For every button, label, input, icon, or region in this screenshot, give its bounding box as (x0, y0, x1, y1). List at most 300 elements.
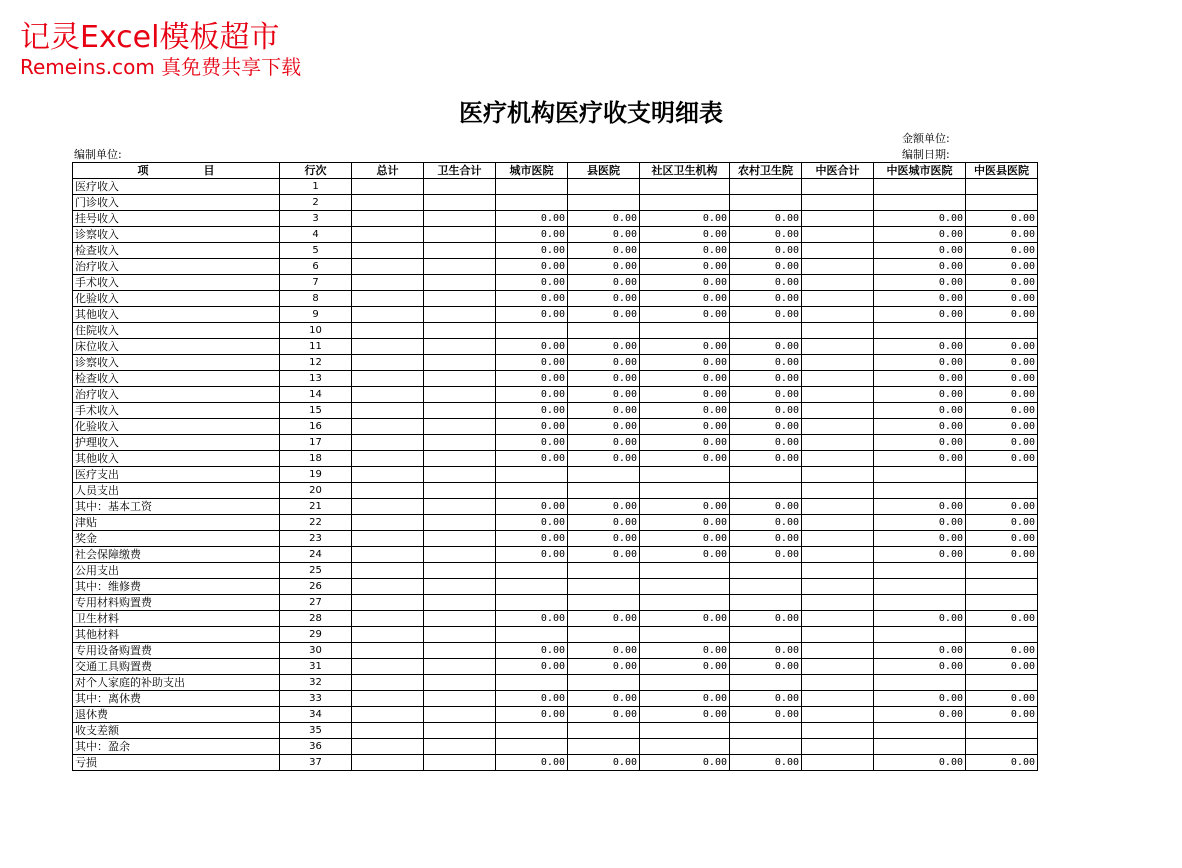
row-item-label: 治疗收入 (73, 387, 280, 403)
row-number: 17 (280, 435, 352, 451)
row-number: 29 (280, 627, 352, 643)
amount-cell (352, 531, 424, 547)
amount-cell (352, 451, 424, 467)
amount-cell (424, 179, 496, 195)
table-row (73, 627, 1038, 643)
compile-unit-label: 编制单位: (74, 148, 122, 161)
amount-cell (424, 643, 496, 659)
amount-cell: 0.00 (568, 387, 640, 403)
amount-cell: 0.00 (874, 499, 966, 515)
column-header: 项 目 (73, 163, 280, 179)
row-item-label: 其他收入 (73, 451, 280, 467)
amount-cell: 0.00 (640, 451, 730, 467)
amount-cell: 0.00 (730, 691, 802, 707)
row-number: 15 (280, 403, 352, 419)
amount-cell (802, 371, 874, 387)
column-header: 中医城市医院 (874, 163, 966, 179)
amount-cell: 0.00 (568, 451, 640, 467)
amount-cell: 0.00 (730, 355, 802, 371)
row-number: 9 (280, 307, 352, 323)
amount-cell (802, 595, 874, 611)
amount-cell (640, 723, 730, 739)
amount-cell: 0.00 (730, 227, 802, 243)
amount-cell: 0.00 (496, 355, 568, 371)
amount-cell: 0.00 (568, 275, 640, 291)
amount-cell (874, 723, 966, 739)
amount-cell (424, 419, 496, 435)
amount-cell (730, 179, 802, 195)
amount-cell (730, 323, 802, 339)
amount-cell (802, 467, 874, 483)
amount-cell (802, 723, 874, 739)
amount-cell (352, 387, 424, 403)
amount-cell (802, 307, 874, 323)
amount-cell (496, 627, 568, 643)
amount-cell (424, 371, 496, 387)
table-row (73, 755, 1038, 771)
amount-cell: 0.00 (640, 755, 730, 771)
amount-cell: 0.00 (730, 403, 802, 419)
amount-cell: 0.00 (874, 451, 966, 467)
amount-cell (424, 707, 496, 723)
amount-cell (352, 195, 424, 211)
amount-cell: 0.00 (874, 659, 966, 675)
amount-cell (730, 483, 802, 499)
row-item-label: 人员支出 (73, 483, 280, 499)
amount-cell: 0.00 (874, 259, 966, 275)
table-row (73, 515, 1038, 531)
amount-cell (966, 179, 1038, 195)
amount-cell (640, 579, 730, 595)
amount-cell: 0.00 (568, 531, 640, 547)
amount-cell: 0.00 (966, 451, 1038, 467)
amount-cell: 0.00 (568, 643, 640, 659)
amount-cell (496, 179, 568, 195)
table-row (73, 371, 1038, 387)
amount-cell: 0.00 (730, 643, 802, 659)
amount-cell: 0.00 (874, 755, 966, 771)
amount-cell: 0.00 (730, 211, 802, 227)
amount-cell (496, 723, 568, 739)
amount-cell: 0.00 (496, 227, 568, 243)
row-number: 20 (280, 483, 352, 499)
table-row (73, 659, 1038, 675)
amount-cell (424, 275, 496, 291)
amount-cell: 0.00 (874, 707, 966, 723)
amount-unit-label: 金额单位: (902, 132, 950, 145)
table-row (73, 355, 1038, 371)
column-header: 卫生合计 (424, 163, 496, 179)
amount-cell: 0.00 (568, 227, 640, 243)
table-row (73, 643, 1038, 659)
row-item-label: 诊察收入 (73, 227, 280, 243)
row-number: 24 (280, 547, 352, 563)
table-row (73, 435, 1038, 451)
amount-cell: 0.00 (568, 339, 640, 355)
amount-cell (424, 195, 496, 211)
amount-cell (352, 227, 424, 243)
amount-cell: 0.00 (966, 547, 1038, 563)
amount-cell (874, 675, 966, 691)
amount-cell: 0.00 (640, 339, 730, 355)
table-row (73, 227, 1038, 243)
amount-cell (802, 195, 874, 211)
amount-cell (424, 723, 496, 739)
amount-cell: 0.00 (496, 499, 568, 515)
table-row (73, 259, 1038, 275)
amount-cell (730, 467, 802, 483)
amount-cell (424, 547, 496, 563)
amount-cell: 0.00 (874, 531, 966, 547)
amount-cell: 0.00 (640, 371, 730, 387)
amount-cell (802, 259, 874, 275)
amount-cell (640, 467, 730, 483)
amount-cell: 0.00 (966, 371, 1038, 387)
amount-cell (424, 531, 496, 547)
row-item-label: 住院收入 (73, 323, 280, 339)
column-header: 总计 (352, 163, 424, 179)
amount-cell (802, 435, 874, 451)
amount-cell (352, 499, 424, 515)
amount-cell: 0.00 (966, 531, 1038, 547)
amount-cell (352, 659, 424, 675)
row-item-label: 交通工具购置费 (73, 659, 280, 675)
amount-cell: 0.00 (874, 243, 966, 259)
amount-cell: 0.00 (496, 259, 568, 275)
amount-cell: 0.00 (966, 707, 1038, 723)
amount-cell: 0.00 (568, 755, 640, 771)
row-number: 34 (280, 707, 352, 723)
amount-cell: 0.00 (730, 339, 802, 355)
row-number: 19 (280, 467, 352, 483)
amount-cell (424, 211, 496, 227)
amount-cell (352, 595, 424, 611)
amount-cell: 0.00 (966, 259, 1038, 275)
amount-cell: 0.00 (966, 307, 1038, 323)
row-number: 25 (280, 563, 352, 579)
document-title: 医疗机构医疗收支明细表 (459, 98, 723, 127)
amount-cell: 0.00 (496, 691, 568, 707)
amount-cell: 0.00 (966, 339, 1038, 355)
amount-cell: 0.00 (640, 259, 730, 275)
table-row (73, 419, 1038, 435)
amount-cell (730, 579, 802, 595)
amount-cell (802, 451, 874, 467)
amount-cell (424, 323, 496, 339)
table-row (73, 179, 1038, 195)
amount-cell: 0.00 (966, 243, 1038, 259)
amount-cell (352, 371, 424, 387)
row-number: 3 (280, 211, 352, 227)
row-item-label: 护理收入 (73, 435, 280, 451)
table-row (73, 547, 1038, 563)
amount-cell (424, 627, 496, 643)
table-row (73, 675, 1038, 691)
amount-cell: 0.00 (966, 499, 1038, 515)
amount-cell (496, 467, 568, 483)
amount-cell: 0.00 (640, 611, 730, 627)
amount-cell (424, 243, 496, 259)
amount-cell: 0.00 (568, 403, 640, 419)
row-item-label: 其他收入 (73, 307, 280, 323)
amount-cell: 0.00 (730, 707, 802, 723)
amount-cell (568, 595, 640, 611)
row-number: 32 (280, 675, 352, 691)
amount-cell: 0.00 (730, 259, 802, 275)
amount-cell (352, 707, 424, 723)
amount-cell (802, 483, 874, 499)
amount-cell (802, 691, 874, 707)
amount-cell (802, 291, 874, 307)
table-row (73, 499, 1038, 515)
amount-cell (640, 195, 730, 211)
table-row (73, 291, 1038, 307)
row-item-label: 医疗收入 (73, 179, 280, 195)
amount-cell: 0.00 (568, 291, 640, 307)
amount-cell: 0.00 (640, 643, 730, 659)
row-item-label: 挂号收入 (73, 211, 280, 227)
amount-cell (802, 547, 874, 563)
table-row (73, 483, 1038, 499)
amount-cell (802, 499, 874, 515)
amount-cell: 0.00 (966, 691, 1038, 707)
table-row (73, 595, 1038, 611)
amount-cell (424, 595, 496, 611)
amount-cell (424, 691, 496, 707)
amount-cell: 0.00 (966, 643, 1038, 659)
amount-cell: 0.00 (568, 691, 640, 707)
row-number: 10 (280, 323, 352, 339)
amount-cell (730, 195, 802, 211)
row-number: 26 (280, 579, 352, 595)
amount-cell (802, 659, 874, 675)
amount-cell: 0.00 (640, 515, 730, 531)
amount-cell: 0.00 (966, 291, 1038, 307)
amount-cell: 0.00 (730, 307, 802, 323)
amount-cell (874, 739, 966, 755)
amount-cell: 0.00 (496, 275, 568, 291)
amount-cell: 0.00 (730, 547, 802, 563)
row-item-label: 卫生材料 (73, 611, 280, 627)
amount-cell (424, 579, 496, 595)
amount-cell (874, 563, 966, 579)
amount-cell (874, 179, 966, 195)
row-number: 33 (280, 691, 352, 707)
amount-cell (496, 323, 568, 339)
amount-cell (496, 483, 568, 499)
amount-cell: 0.00 (730, 243, 802, 259)
amount-cell: 0.00 (730, 499, 802, 515)
amount-cell: 0.00 (568, 355, 640, 371)
amount-cell (802, 739, 874, 755)
row-number: 16 (280, 419, 352, 435)
column-header: 中医县医院 (966, 163, 1038, 179)
amount-cell (568, 483, 640, 499)
amount-cell (352, 579, 424, 595)
amount-cell (424, 355, 496, 371)
amount-cell: 0.00 (496, 419, 568, 435)
amount-cell (802, 611, 874, 627)
amount-cell: 0.00 (568, 547, 640, 563)
amount-cell (424, 403, 496, 419)
amount-cell: 0.00 (874, 403, 966, 419)
amount-cell: 0.00 (966, 611, 1038, 627)
amount-cell: 0.00 (966, 403, 1038, 419)
row-item-label: 检查收入 (73, 371, 280, 387)
amount-cell (352, 339, 424, 355)
amount-cell: 0.00 (568, 243, 640, 259)
amount-cell: 0.00 (496, 707, 568, 723)
amount-cell: 0.00 (640, 291, 730, 307)
amount-cell: 0.00 (496, 659, 568, 675)
amount-cell (424, 291, 496, 307)
row-number: 2 (280, 195, 352, 211)
amount-cell (352, 307, 424, 323)
amount-cell (874, 627, 966, 643)
row-number: 1 (280, 179, 352, 195)
amount-cell (424, 435, 496, 451)
row-number: 36 (280, 739, 352, 755)
amount-cell (424, 467, 496, 483)
row-item-label: 公用支出 (73, 563, 280, 579)
amount-cell (352, 755, 424, 771)
amount-cell: 0.00 (640, 355, 730, 371)
amount-cell (966, 723, 1038, 739)
amount-cell (874, 195, 966, 211)
column-header: 中医合计 (802, 163, 874, 179)
amount-cell (640, 739, 730, 755)
amount-cell (640, 675, 730, 691)
amount-cell (730, 563, 802, 579)
amount-cell (352, 243, 424, 259)
amount-cell (352, 675, 424, 691)
amount-cell: 0.00 (874, 611, 966, 627)
amount-cell: 0.00 (496, 515, 568, 531)
column-header: 农村卫生院 (730, 163, 802, 179)
amount-cell (424, 675, 496, 691)
amount-cell: 0.00 (874, 355, 966, 371)
amount-cell: 0.00 (568, 211, 640, 227)
amount-cell (352, 483, 424, 499)
column-header: 社区卫生机构 (640, 163, 730, 179)
amount-cell: 0.00 (966, 515, 1038, 531)
amount-cell (424, 227, 496, 243)
amount-cell (496, 595, 568, 611)
amount-cell (568, 323, 640, 339)
amount-cell (730, 723, 802, 739)
row-item-label: 亏损 (73, 755, 280, 771)
amount-cell: 0.00 (640, 691, 730, 707)
amount-cell: 0.00 (730, 659, 802, 675)
amount-cell: 0.00 (496, 547, 568, 563)
amount-cell (424, 259, 496, 275)
row-number: 21 (280, 499, 352, 515)
amount-cell (424, 739, 496, 755)
row-number: 35 (280, 723, 352, 739)
amount-cell: 0.00 (640, 547, 730, 563)
amount-cell (424, 307, 496, 323)
amount-cell: 0.00 (568, 611, 640, 627)
amount-cell (802, 515, 874, 531)
row-item-label: 化验收入 (73, 291, 280, 307)
row-number: 37 (280, 755, 352, 771)
amount-cell: 0.00 (640, 227, 730, 243)
amount-cell: 0.00 (966, 227, 1038, 243)
table-row (73, 243, 1038, 259)
amount-cell (424, 515, 496, 531)
amount-cell (568, 579, 640, 595)
row-item-label: 手术收入 (73, 403, 280, 419)
amount-cell (496, 563, 568, 579)
amount-cell: 0.00 (496, 371, 568, 387)
amount-cell (966, 483, 1038, 499)
table-row (73, 307, 1038, 323)
amount-cell (352, 355, 424, 371)
amount-cell: 0.00 (874, 435, 966, 451)
watermark-brand-line2: Remeins.com 真免费共享下载 (20, 55, 302, 79)
amount-cell: 0.00 (640, 307, 730, 323)
amount-cell (730, 739, 802, 755)
table-row (73, 691, 1038, 707)
amount-cell: 0.00 (874, 275, 966, 291)
amount-cell: 0.00 (966, 275, 1038, 291)
amount-cell: 0.00 (640, 387, 730, 403)
amount-cell: 0.00 (496, 435, 568, 451)
table-row (73, 563, 1038, 579)
amount-cell: 0.00 (874, 643, 966, 659)
amount-cell: 0.00 (568, 707, 640, 723)
amount-cell: 0.00 (966, 659, 1038, 675)
amount-cell (802, 563, 874, 579)
row-item-label: 门诊收入 (73, 195, 280, 211)
amount-cell: 0.00 (568, 659, 640, 675)
amount-cell (568, 563, 640, 579)
amount-cell: 0.00 (568, 371, 640, 387)
row-number: 8 (280, 291, 352, 307)
amount-cell: 0.00 (874, 691, 966, 707)
amount-cell: 0.00 (874, 291, 966, 307)
amount-cell: 0.00 (496, 387, 568, 403)
amount-cell (730, 675, 802, 691)
amount-cell: 0.00 (496, 611, 568, 627)
amount-cell (352, 179, 424, 195)
table-row (73, 211, 1038, 227)
amount-cell: 0.00 (730, 451, 802, 467)
amount-cell (802, 403, 874, 419)
table-row (73, 339, 1038, 355)
amount-cell (424, 451, 496, 467)
amount-cell (802, 627, 874, 643)
row-number: 4 (280, 227, 352, 243)
amount-cell: 0.00 (496, 403, 568, 419)
amount-cell (802, 227, 874, 243)
amount-cell (874, 323, 966, 339)
amount-cell (966, 627, 1038, 643)
amount-cell (496, 579, 568, 595)
row-item-label: 退休费 (73, 707, 280, 723)
row-item-label: 化验收入 (73, 419, 280, 435)
amount-cell: 0.00 (640, 275, 730, 291)
table-row (73, 323, 1038, 339)
amount-cell: 0.00 (874, 307, 966, 323)
amount-cell (352, 259, 424, 275)
amount-cell (640, 595, 730, 611)
amount-cell: 0.00 (496, 451, 568, 467)
amount-cell: 0.00 (874, 419, 966, 435)
table-row (73, 707, 1038, 723)
amount-cell (802, 179, 874, 195)
row-number: 28 (280, 611, 352, 627)
